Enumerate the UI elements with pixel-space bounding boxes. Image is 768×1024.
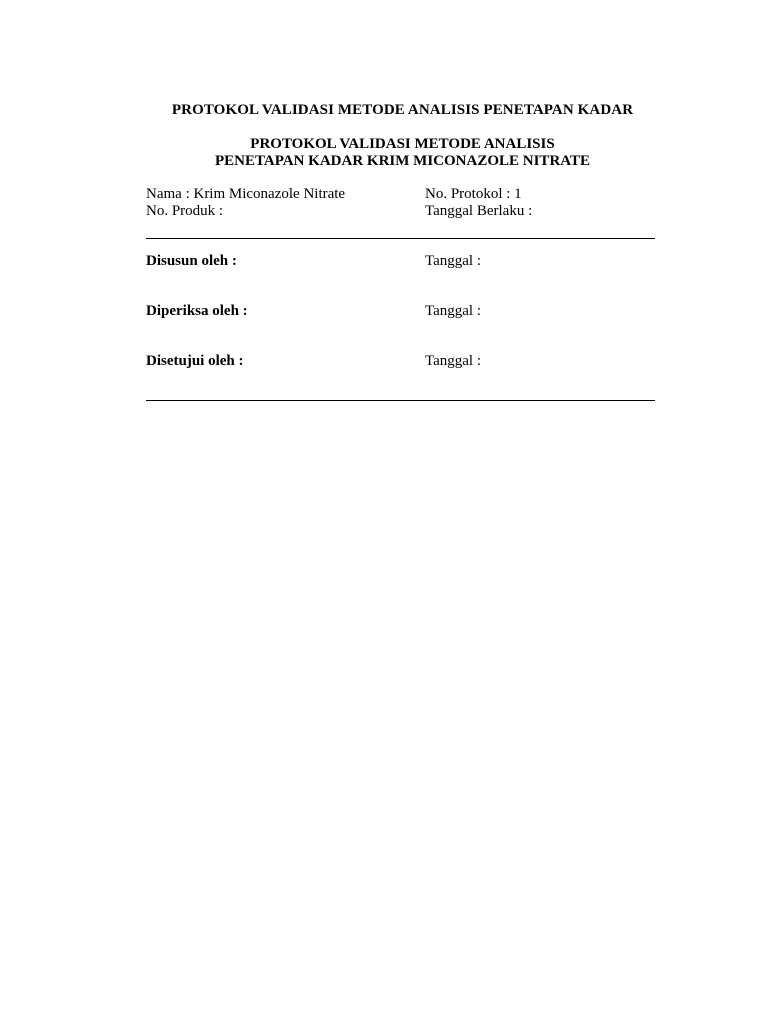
prepared-by-label: Disusun oleh : xyxy=(146,253,237,269)
bottom-divider xyxy=(146,400,655,401)
product-number: No. Produk : xyxy=(146,203,224,219)
approved-date-label: Tanggal : xyxy=(425,353,482,369)
subtitle-line-1: PROTOKOL VALIDASI METODE ANALISIS xyxy=(250,136,555,152)
protocol-number: No. Protokol : 1 xyxy=(425,186,522,202)
top-divider xyxy=(146,238,655,239)
effective-date: Tanggal Berlaku : xyxy=(425,203,533,219)
approved-by-label: Disetujui oleh : xyxy=(146,353,244,369)
checked-by-label: Diperiksa oleh : xyxy=(146,303,248,319)
checked-date-label: Tanggal : xyxy=(425,303,482,319)
prepared-date-label: Tanggal : xyxy=(425,253,482,269)
product-name: Nama : Krim Miconazole Nitrate xyxy=(146,186,346,202)
subtitle-line-2: PENETAPAN KADAR KRIM MICONAZOLE NITRATE xyxy=(214,153,590,169)
document-title: PROTOKOL VALIDASI METODE ANALISIS PENETAPAN KADAR xyxy=(171,102,634,118)
